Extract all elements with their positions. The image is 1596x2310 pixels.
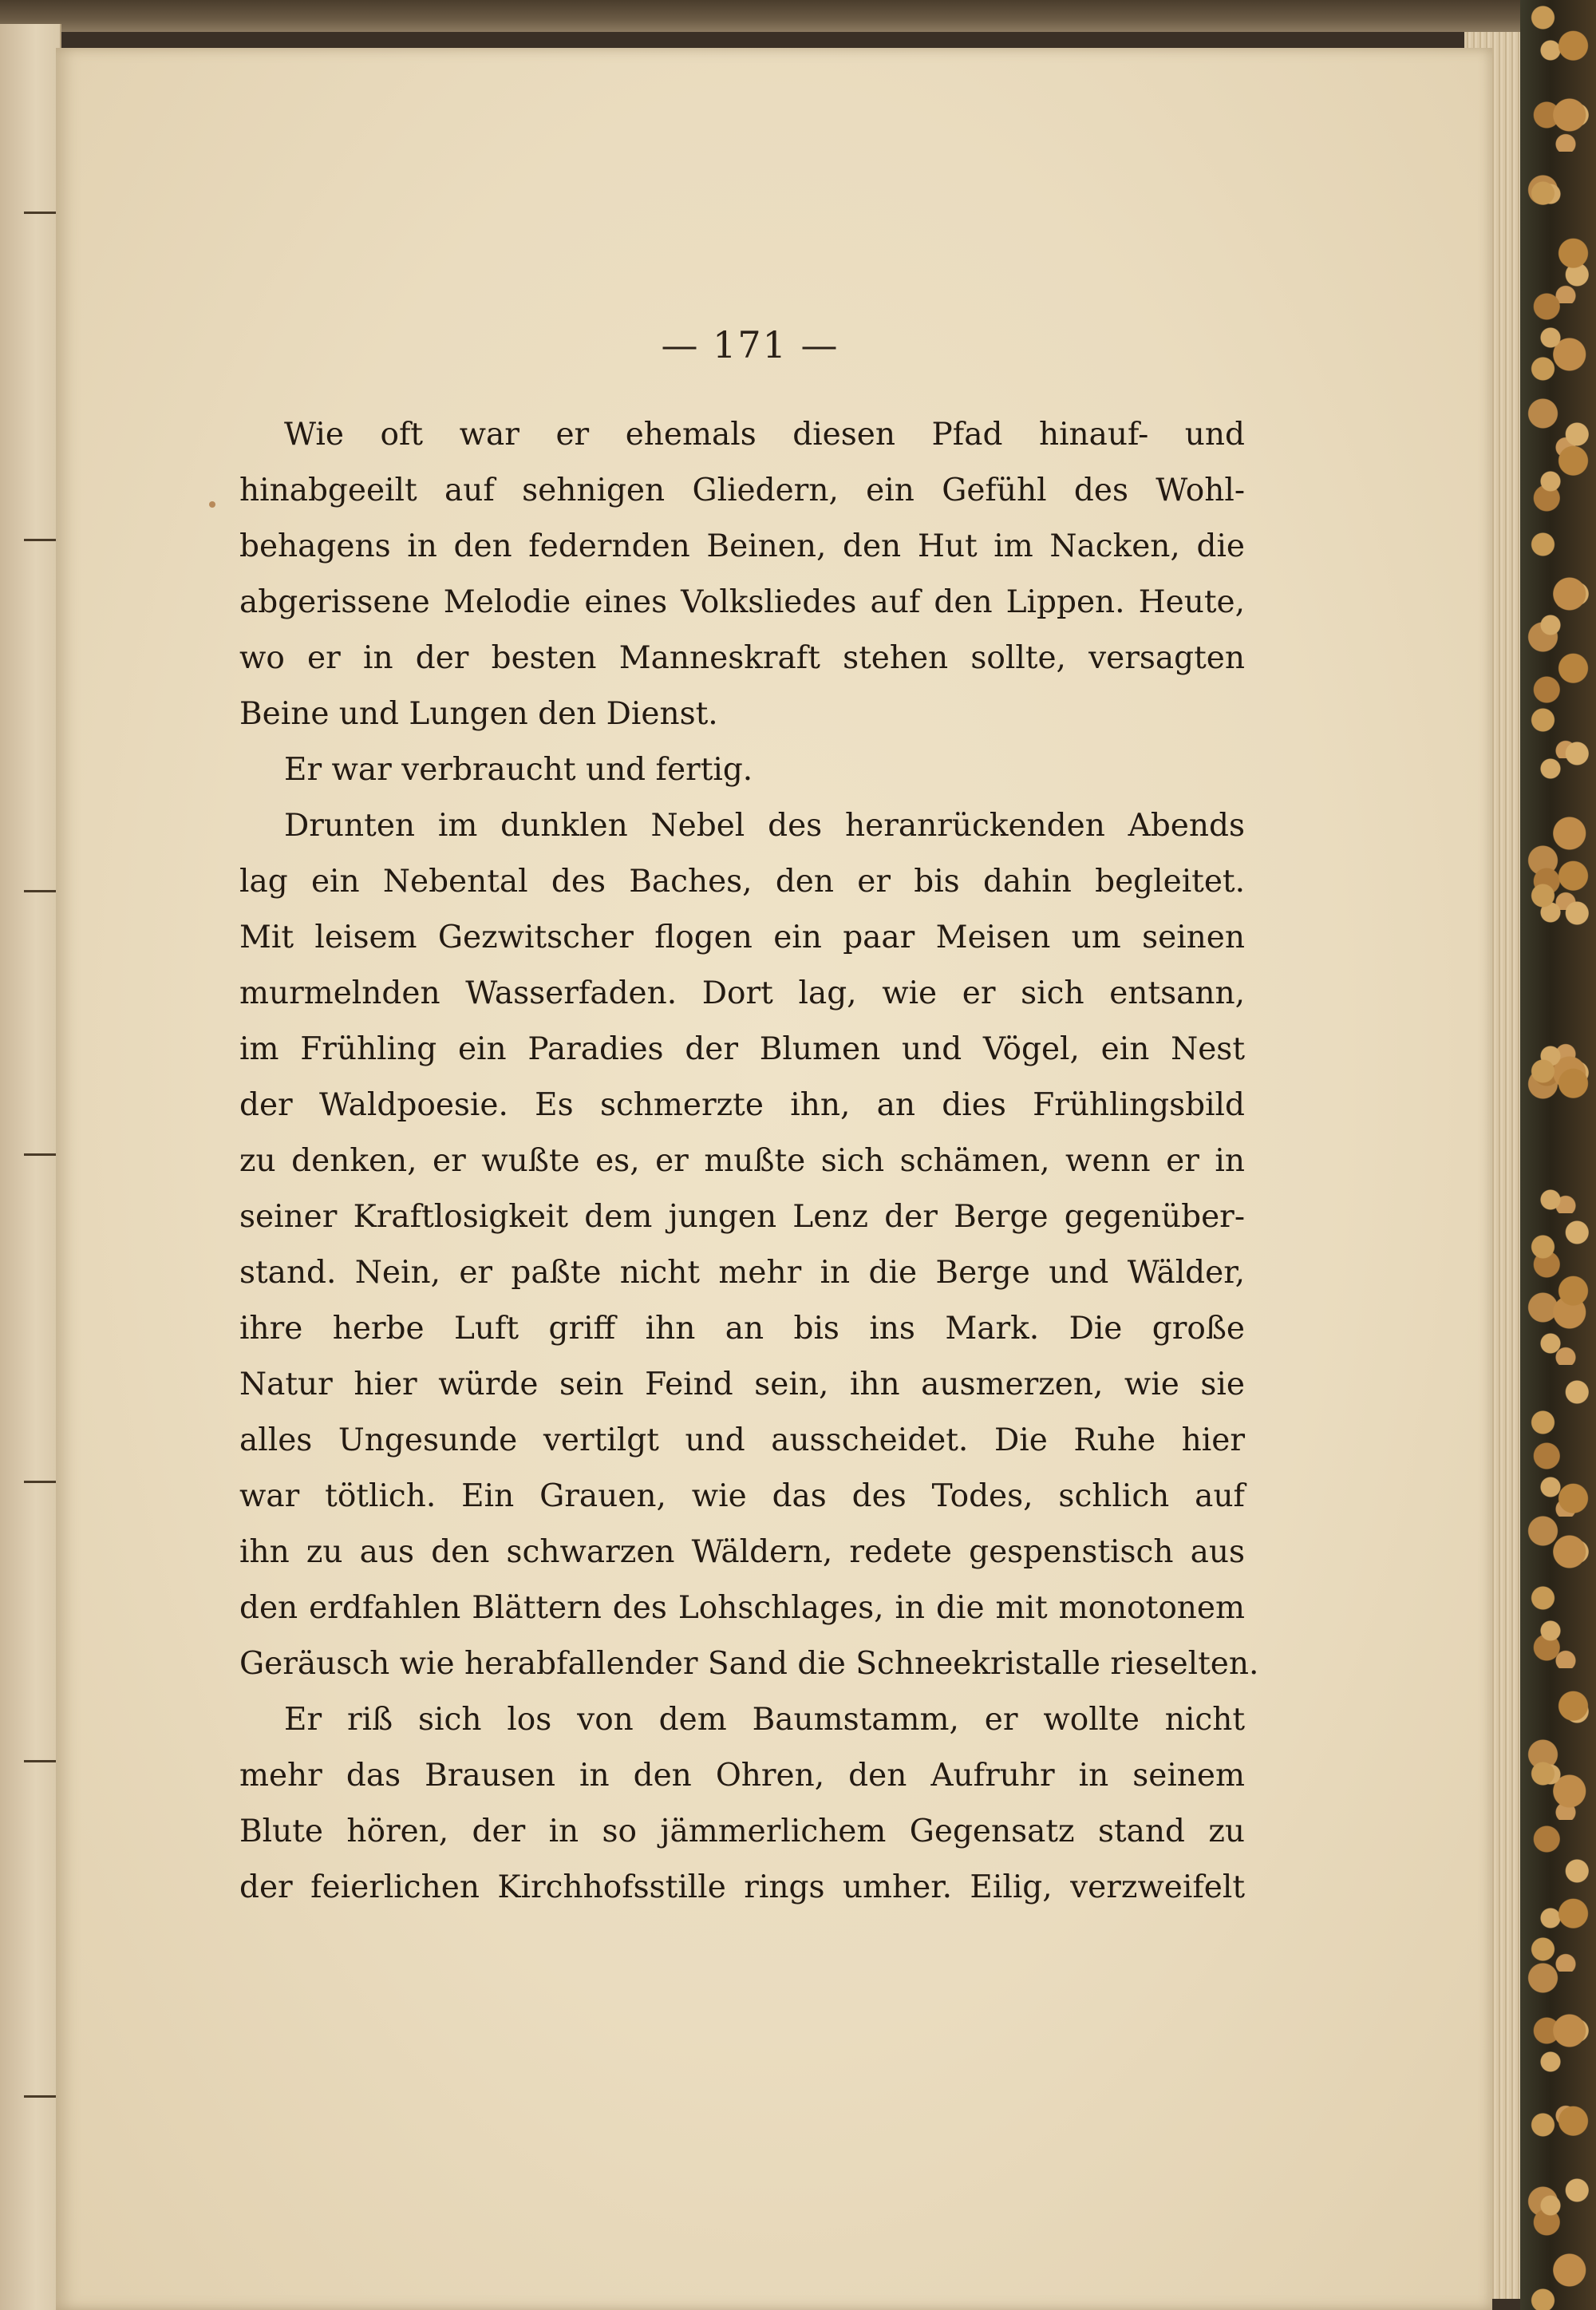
text-line: mehr das Brausen in den Ohren, den Aufruhr in seinem [239,1758,1245,1794]
text-line: lag ein Nebental des Baches, den er bis dahin begleitet. [239,864,1245,900]
paragraph [239,407,1245,742]
text-line: behagens in den federnden Beinen, den Hut im Nacken, die [239,528,1245,564]
text-line: zu denken, er wußte es, er mußte sich schämen, wenn er in [239,1143,1245,1179]
text-line: alles Ungesunde vertilgt und ausscheidet. Die Ruhe hier [239,1422,1245,1458]
body-text [239,407,1259,1916]
text-line: Natur hier würde sein Feind sein, ihn ausmerzen, wie sie [239,1367,1245,1402]
text-line: hinabgeeilt auf sehnigen Gliedern, ein Gefühl des Wohl- [239,473,1245,508]
text-line: der feierlichen Kirchhofsstille rings umher. Eilig, verzweifelt [239,1869,1245,1905]
text-line: Er war verbraucht und fertig. [284,752,753,788]
ink-speck [209,501,215,508]
text-line: Beine und Lungen den Dienst. [239,696,718,732]
paragraph [239,1692,1245,1916]
text-line: Blute hören, der in so jämmerlichem Gegensatz stand zu [239,1814,1245,1849]
text-line: murmelnden Wasserfaden. Dort lag, wie er sich entsann, [239,975,1245,1011]
text-line: wo er in der besten Manneskraft stehen sollte, versagten [239,640,1245,676]
text-line: ihre herbe Luft griff ihn an bis ins Mark. Die große [239,1311,1245,1347]
previous-page-edge [0,24,61,2310]
text-line: Drunten im dunklen Nebel des heranrückenden Abends [284,808,1245,844]
book-cover-top-edge [0,0,1596,32]
text-line: stand. Nein, er paßte nicht mehr in die Berge und Wälder, [239,1255,1245,1291]
text-line: Mit leisem Gezwitscher flogen ein paar Meisen um seinen [239,920,1245,955]
text-line: der Waldpoesie. Es schmerzte ihn, an dies Frühlingsbild [239,1087,1245,1123]
text-line: war tötlich. Ein Grauen, wie das des Todes, schlich auf [239,1478,1245,1514]
text-line: ihn zu aus den schwarzen Wäldern, redete gespenstisch aus [239,1534,1245,1570]
text-line: den erdfahlen Blättern des Lohschlages, in die mit monotonem [239,1590,1245,1626]
text-line: seiner Kraftlosigkeit dem jungen Lenz der Berge gegenüber- [239,1199,1245,1235]
marbled-cover-edge [1520,0,1596,2310]
text-line: Geräusch wie herabfallender Sand die Schneekristalle rieselten. [239,1646,1259,1682]
text-line: Wie oft war er ehemals diesen Pfad hinauf- und [284,417,1245,453]
paragraph [239,742,1245,798]
text-line: Er riß sich los von dem Baumstamm, er wollte nicht [284,1702,1245,1738]
page-number: — 171 — [661,323,839,366]
paragraph [239,798,1259,1692]
text-line: im Frühling ein Paradies der Blumen und Vögel, ein Nest [239,1031,1245,1067]
text-line: abgerissene Melodie eines Volksliedes auf den Lippen. Heute, [239,584,1245,620]
